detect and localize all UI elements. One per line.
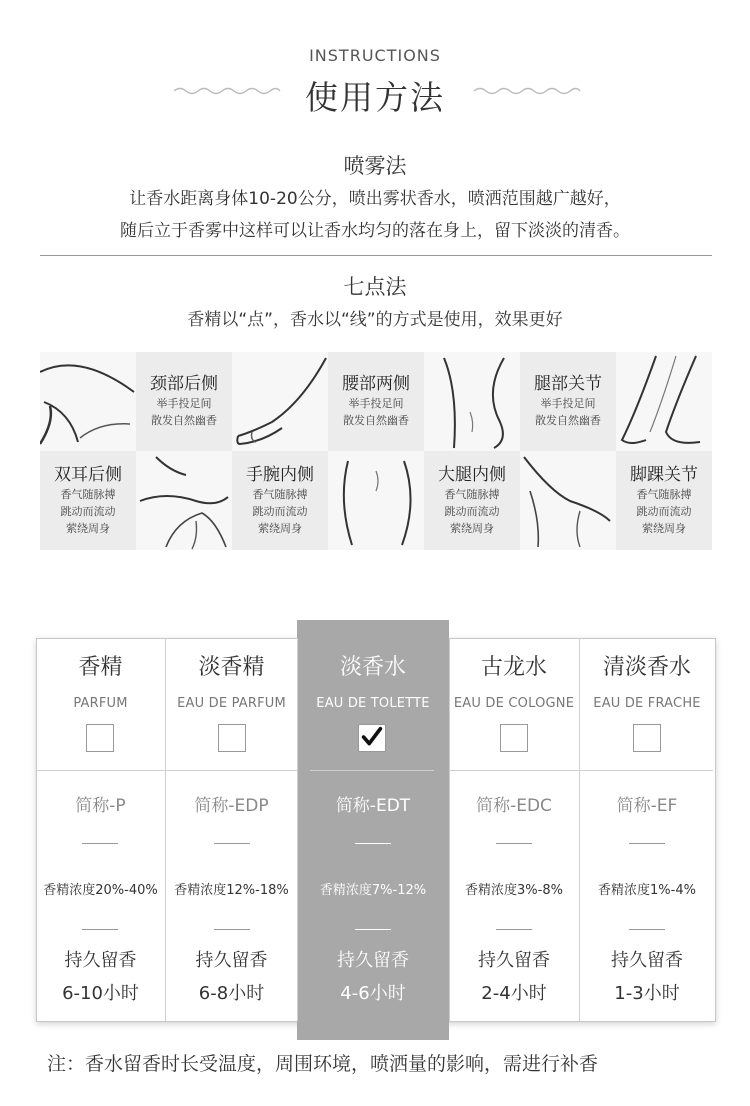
- lasting-hours: 4-6小时: [340, 983, 406, 1004]
- type-abbreviation: 简称-EDP: [194, 796, 269, 816]
- dash-separator: [355, 929, 391, 930]
- section-divider: [40, 255, 712, 256]
- spray-method-line-2: 随后立于香雾中这样可以让香水均匀的落在身上，留下淡淡的清香。: [120, 221, 630, 241]
- lasting-label: 持久留香: [611, 950, 683, 971]
- lasting-hours: 6-10小时: [62, 983, 139, 1004]
- dash-separator: [496, 929, 532, 930]
- type-name: 淡香精: [198, 655, 265, 680]
- dash-separator: [214, 843, 250, 844]
- lasting-hours: 6-8小时: [198, 983, 265, 1004]
- type-name: 古龙水: [480, 655, 547, 680]
- checkbox[interactable]: [500, 724, 528, 752]
- checkbox[interactable]: [218, 724, 246, 752]
- type-abbreviation: 简称-EDT: [335, 796, 411, 816]
- dash-separator: [214, 929, 250, 930]
- instructions-label: INSTRUCTIONS: [309, 46, 441, 65]
- type-english: EAU DE COLOGNE: [453, 696, 575, 711]
- lasting-hours: 2-4小时: [481, 983, 547, 1004]
- waist-illustration: [424, 352, 520, 451]
- highlighted-column-bg: [297, 620, 449, 1040]
- checkbox[interactable]: [86, 724, 114, 752]
- checkmark-icon: [359, 725, 385, 751]
- concentration: 香精浓度20%-40%: [43, 883, 158, 898]
- dash-separator: [82, 929, 118, 930]
- type-abbreviation: 简称-EDC: [476, 796, 552, 816]
- point-leg-joint: 腿部关节 举手投足间 散发自然幽香: [520, 352, 616, 451]
- checkbox[interactable]: [633, 724, 661, 752]
- row-divider: [449, 770, 713, 771]
- lasting-label: 持久留香: [478, 950, 550, 971]
- wave-ornament-right: [472, 84, 582, 98]
- torso-illustration: [328, 451, 424, 550]
- type-abbreviation: 简称-P: [75, 796, 126, 816]
- point-wrist: 手腕内侧 香气随脉搏 跳动而流动 萦绕周身: [232, 451, 328, 550]
- dash-separator: [629, 843, 665, 844]
- concentration: 香精浓度1%-4%: [598, 883, 696, 898]
- lasting-label: 持久留香: [337, 950, 409, 971]
- type-english: PARFUM: [73, 696, 128, 711]
- body-points-grid: [40, 352, 712, 550]
- seven-point-title: 七点法: [343, 275, 407, 299]
- spray-method-title: 喷雾法: [343, 154, 407, 178]
- concentration: 香精浓度7%-12%: [319, 883, 427, 898]
- type-name: 淡香水: [339, 655, 406, 680]
- checkbox-checked[interactable]: [358, 724, 386, 752]
- point-waist: 腰部两侧 举手投足间 散发自然幽香: [328, 352, 424, 451]
- concentration: 香精浓度3%-8%: [465, 883, 563, 898]
- footnote: 注：香水留香时长受温度，周围环境，喷洒量的影响，需进行补香: [47, 1053, 599, 1075]
- neck-illustration: [40, 352, 136, 451]
- dash-separator: [496, 843, 532, 844]
- point-ears: 双耳后侧 香气随脉搏 跳动而流动 萦绕周身: [40, 451, 136, 550]
- lasting-hours: 1-3小时: [614, 983, 680, 1004]
- page-title: 使用方法: [305, 78, 445, 117]
- type-english: EAU DE TOLETTE: [316, 696, 430, 711]
- row-divider: [37, 770, 297, 771]
- point-ankle: 脚踝关节 香气随脉搏 跳动而流动 萦绕周身: [616, 451, 712, 550]
- ear-illustration: [136, 451, 232, 550]
- type-english: EAU DE FRACHE: [593, 696, 701, 711]
- wrist-hand-illustration: [232, 352, 328, 451]
- type-english: EAU DE PARFUM: [177, 696, 286, 711]
- point-neck: 颈部后侧 举手投足间 散发自然幽香: [136, 352, 232, 451]
- seven-point-text: 香精以“点”，香水以“线”的方式是使用，效果更好: [187, 310, 563, 330]
- row-divider: [310, 770, 434, 771]
- legs-illustration: [616, 352, 712, 451]
- lasting-label: 持久留香: [64, 950, 137, 971]
- spray-method-line-1: 让香水距离身体10-20公分，喷出雾状香水，喷洒范围越广越好，: [129, 189, 621, 209]
- concentration: 香精浓度12%-18%: [174, 883, 289, 898]
- dash-separator: [82, 843, 118, 844]
- point-inner-thigh: 大腿内侧 香气随脉搏 跳动而流动 萦绕周身: [424, 451, 520, 550]
- type-name: 香精: [78, 655, 123, 680]
- dash-separator: [355, 843, 391, 844]
- dash-separator: [629, 929, 665, 930]
- thigh-illustration: [520, 451, 616, 550]
- lasting-label: 持久留香: [195, 950, 268, 971]
- type-abbreviation: 简称-EF: [616, 796, 678, 816]
- type-name: 清淡香水: [602, 655, 691, 680]
